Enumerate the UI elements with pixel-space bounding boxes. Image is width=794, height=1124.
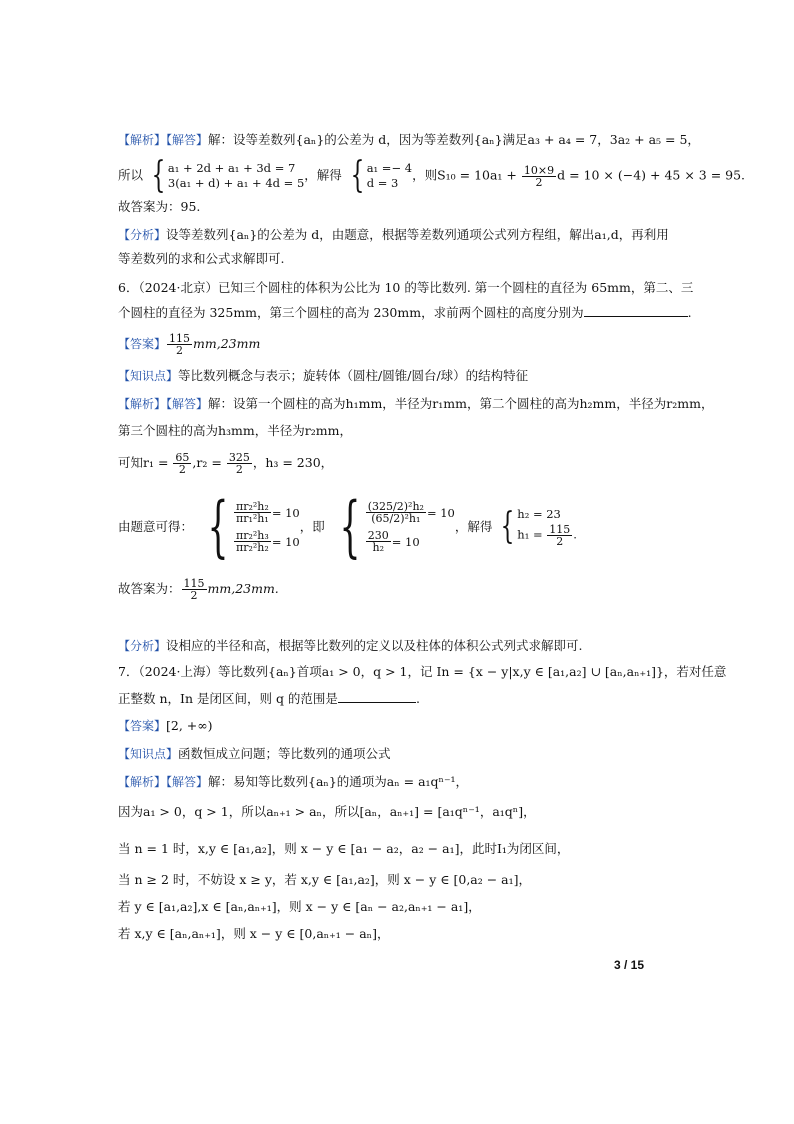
q6-system-1: { $\frac{\text{πr₂²h₂}}{\text{πr₁²h₁}}$ = 10 $\frac{\text{πr₂²h₃}}{\text{πr₂²h₂}}$ = 10 <box>207 488 300 565</box>
q7-sol3: 当 n = 1 时，x,y ∈ [a₁,a₂]，则 x − y ∈ [a₁ − a₂，a₂ − a₁]，此时I₁为闭区间， <box>118 841 570 856</box>
q7-stem2: 正整数 n，In 是闭区间，则 q 的范围是 . <box>118 691 420 706</box>
q7-answer <box>118 717 213 735</box>
q6-r2-den: 2 <box>235 463 243 476</box>
q6-h3: ，h₃ = 230， <box>252 455 334 470</box>
q6-result-prefix: 故答案为： <box>118 581 181 596</box>
q6-r1-frac <box>173 452 191 475</box>
s5-line2-end: d = 10 × (−4) + 45 × 3 = 95. <box>557 167 746 183</box>
analysis-tag: 【解析】 <box>118 133 167 147</box>
s5-fraction <box>522 165 556 188</box>
q7-sol4: 当 n ≥ 2 时，不妨设 x ≥ y，若 x,y ∈ [a₁,a₂]，则 x − y ∈ [0,a₂ − a₁]， <box>118 872 532 887</box>
q6-system-2: { $\frac{\text{(325/2)²h₂}}{\text{(65/2)²h₁}}$ = 10 $\frac{230}{\text{h₂}}$ = 10 <box>339 488 455 565</box>
q7-sol1-text: 解：易知等比数列{aₙ}的通项为aₙ = a₁qⁿ⁻¹， <box>208 774 469 789</box>
q6-sol4 <box>118 488 577 565</box>
q6-r2-num: 325 <box>228 451 250 464</box>
q6-r2-frac <box>227 452 252 475</box>
q6-answer-frac <box>167 333 192 356</box>
q6-r1-num: 65 <box>175 451 190 464</box>
s5-fenxi2: 等差数列的求和公式求解即可. <box>118 251 285 266</box>
q6-jiede: ，解得 <box>454 519 493 534</box>
q7-sol5: 若 y ∈ [a₁,a₂],x ∈ [aₙ,aₙ₊₁]，则 x − y ∈ [aₙ − a₂,aₙ₊₁ − a₁]， <box>118 899 481 914</box>
q6-res2-prefix: h₁ = <box>517 527 543 542</box>
q6-sol4-prefix: 由题意可得： <box>118 519 194 534</box>
q6-eq3-num: (325/2)²h₂ <box>367 500 424 513</box>
answer-tag: 【解答】 <box>166 133 209 147</box>
s5-sys1-row1: a₁ + 2d + a₁ + 3d = 7 <box>167 161 296 175</box>
s5-fenxi1 <box>118 226 669 244</box>
s5-line2-then: ，则S₁₀ = 10a₁ + <box>412 167 517 183</box>
q6-eq4-rhs: = 10 <box>391 534 420 549</box>
page-number: 3 / 15 <box>613 958 644 972</box>
s5-line2-mid: ，解得 <box>304 167 342 183</box>
q6-system-3: { h₂ = 23 h₁ = $\frac{115}{2}$ . <box>500 506 577 548</box>
q6-fenxi <box>118 637 583 655</box>
q7-stem1: 7．（2024·上海）等比数列{aₙ}首项a₁ > 0，q > 1，记 In = {x − y|x,y ∈ [a₁,a₂] ∪ [aₙ,aₙ₊₁]}，若对任意 <box>118 664 727 679</box>
s5-text1: 解：设等差数列{aₙ}的公差为 d，因为等差数列{aₙ}满足a₃ + a₄ = 7，3a₂ + a₅ = 5， <box>208 132 700 147</box>
q6-answer2-tag: 【解答】 <box>166 397 209 411</box>
s5-line3: 故答案为：95. <box>118 199 201 214</box>
q7-analysis-tag: 【解析】 <box>118 775 167 789</box>
q6-res2-num: 115 <box>549 523 571 536</box>
q6-sol3 <box>118 452 333 475</box>
q7-answer2-tag: 【解答】 <box>166 775 209 789</box>
q6-answer-rest: mm,23mm <box>193 336 261 351</box>
q6-res1: h₂ = 23 <box>517 507 561 521</box>
s5-system-2: { a₁ =− 4 d = 3 <box>350 155 413 196</box>
q7-knowledge-tag: 【知识点】 <box>118 747 179 761</box>
q6-result-num: 115 <box>183 577 205 590</box>
q6-answer-num: 115 <box>169 332 191 345</box>
s5-line2 <box>118 155 746 196</box>
q6-eq1-rhs: = 10 <box>271 505 300 520</box>
q6-result-den: 2 <box>190 589 198 602</box>
q6-analysis-tag: 【解析】 <box>118 397 167 411</box>
q6-sol1-text: 解：设第一个圆柱的高为h₁mm，半径为r₁mm，第二个圆柱的高为h₂mm，半径为r₂mm， <box>208 396 714 411</box>
q7-knowledge <box>118 745 391 763</box>
q7-sol1 <box>118 773 468 791</box>
q6-stem2-text: 个圆柱的直径为 325mm，第三个圆柱的高为 230mm，求前两个圆柱的高度分别为 <box>118 305 584 320</box>
q6-fenxi-text: 设相应的半径和高，根据等比数列的定义以及柱体的体积公式列式求解即可. <box>166 638 583 653</box>
q6-eq2-num: πr₂²h₃ <box>236 529 269 542</box>
q7-sol6: 若 x,y ∈ [aₙ,aₙ₊₁]，则 x − y ∈ [0,aₙ₊₁ − aₙ]， <box>118 926 390 941</box>
q6-eq2-rhs: = 10 <box>271 534 300 549</box>
q6-sol2: 第三个圆柱的高为h₃mm，半径为r₂mm， <box>118 423 352 438</box>
q6-eq2-den: πr₂²h₂ <box>236 541 269 554</box>
s5-line1 <box>118 131 700 149</box>
s5-sys2-row2: d = 3 <box>366 176 399 190</box>
q6-answer <box>118 333 260 356</box>
q6-result-frac <box>182 578 207 601</box>
q6-eq4-num: 230 <box>367 529 389 542</box>
q6-r1-label: 可知r₁ = <box>118 455 169 470</box>
q7-answer-text: [2, +∞) <box>166 718 213 733</box>
q6-answer-tag: 【答案】 <box>118 337 167 351</box>
s5-sys2-row1: a₁ =− 4 <box>366 161 413 175</box>
q6-eq3-rhs: = 10 <box>426 505 455 520</box>
q6-knowledge-tag: 【知识点】 <box>118 369 179 383</box>
q7-answer-blank <box>338 690 416 703</box>
q6-result <box>118 578 279 601</box>
q6-r2-label: ,r₂ = <box>192 455 222 470</box>
q6-eq1-den: πr₁²h₁ <box>236 512 269 525</box>
q6-eq4-den: h₂ <box>372 541 384 554</box>
q6-r1-den: 2 <box>178 463 186 476</box>
q7-sol2: 因为a₁ > 0，q > 1，所以aₙ₊₁ > aₙ，所以[aₙ，aₙ₊₁] = [a₁qⁿ⁻¹，a₁qⁿ]， <box>118 804 536 819</box>
s5-fenxi1-text: 设等差数列{aₙ}的公差为 d，由题意，根据等差数列通项公式列方程组，解出a₁,d，再利用 <box>166 227 669 242</box>
q6-res2-den: 2 <box>556 535 564 548</box>
q7-knowledge-text: 函数恒成立问题；等比数列的通项公式 <box>178 746 391 761</box>
q6-ji: ，即 <box>299 519 325 534</box>
q6-answer-den: 2 <box>176 344 184 357</box>
s5-frac-num: 10×9 <box>523 163 555 177</box>
q7-answer-tag: 【答案】 <box>118 719 167 733</box>
q6-eq1-num: πr₂²h₂ <box>236 500 269 513</box>
q6-fenxi-tag: 【分析】 <box>118 639 167 653</box>
s5-line2-prefix: 所以 <box>118 167 144 183</box>
q6-answer-blank <box>584 304 688 317</box>
s5-sys1-row2: 3(a₁ + d) + a₁ + 4d = 5 <box>167 176 305 190</box>
q6-knowledge-text: 等比数列概念与表示；旋转体（圆柱/圆锥/圆台/球）的结构特征 <box>178 368 529 383</box>
s5-frac-den: 2 <box>535 175 543 189</box>
fenxi-tag: 【分析】 <box>118 228 167 242</box>
q6-eq3-den: (65/2)²h₁ <box>371 512 421 525</box>
q6-result-rest: mm,23mm. <box>207 581 279 596</box>
q6-sol1 <box>118 395 713 413</box>
q6-knowledge <box>118 367 528 385</box>
q6-stem2: 个圆柱的直径为 325mm，第三个圆柱的高为 230mm，求前两个圆柱的高度分别为 . <box>118 305 692 320</box>
s5-system-1: { a₁ + 2d + a₁ + 3d = 7 3(a₁ + d) + a₁ + 4d = 5 <box>151 155 305 196</box>
q7-stem2-text: 正整数 n，In 是闭区间，则 q 的范围是 <box>118 691 338 706</box>
q6-stem1: 6．（2024·北京）已知三个圆柱的体积为公比为 10 的等比数列. 第一个圆柱的直径为 65mm，第二、三 <box>118 280 694 295</box>
